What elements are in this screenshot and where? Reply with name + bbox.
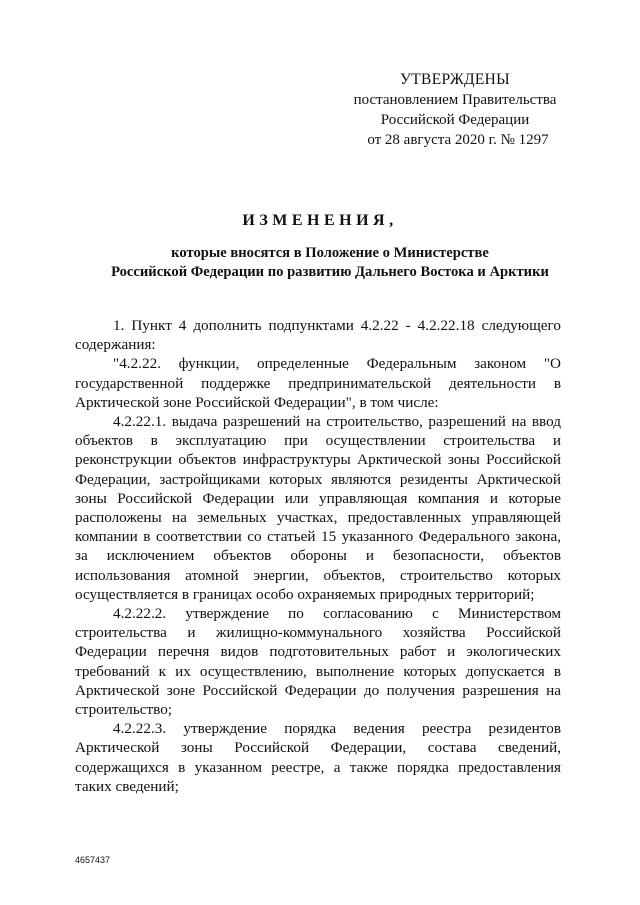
- paragraph-5: 4.2.22.3. утверждение порядка ведения реестра резидентов Арктической зоны Российской Федерации, состава сведений, содержащихся в указанном реестре, а также порядка предоставления таких сведений;: [75, 720, 561, 795]
- approval-heading: УТВЕРЖДЕНЫ: [400, 71, 510, 88]
- approval-date-number: от 28 августа 2020 г. № 1297: [367, 132, 549, 148]
- subtitle-line-1: которые вносятся в Положение о Министерстве: [171, 245, 489, 261]
- paragraph-4: 4.2.22.2. утверждение по согласованию с Министерством строительства и жилищно-коммунального хозяйства Российской Федерации перечня видов подготовительных работ и экологических требований к их осуществлению, выполнение которых допускается в Арктической зоне Российской Федерации до получения разрешения на строительство;: [75, 605, 561, 719]
- paragraph-2: "4.2.22. функции, определенные Федеральным законом "О государственной поддержке предпринимательской деятельности в Арктической зоне Российской Федерации", в том числе:: [75, 355, 561, 411]
- approval-line-2: Российской Федерации: [380, 112, 530, 128]
- document-code: 4657437: [75, 855, 111, 865]
- document-subtitle: [60, 244, 600, 282]
- approval-stamp: [330, 70, 580, 150]
- document-title: ИЗМЕНЕНИЯ,: [242, 212, 398, 229]
- subtitle-line-2: Российской Федерации по развитию Дальнего Востока и Арктики: [111, 264, 549, 280]
- paragraph-1: 1. Пункт 4 дополнить подпунктами 4.2.22 - 4.2.22.18 следующего содержания:: [75, 317, 561, 354]
- approval-line-1: постановлением Правительства: [353, 92, 557, 108]
- document-body: [75, 316, 561, 796]
- paragraph-3: 4.2.22.1. выдача разрешений на строительство, разрешений на ввод объектов в эксплуатацию при осуществлении строительства и реконструкции объектов инфраструктуры Арктической зоны Российской Федерации, застройщиками которых являются резиденты Арктической зоны Российской Федерации или управляющая компания и которые расположены на земельных участках, предоставленных управляющей компании в соответствии со статьей 15 указанного Федерального закона, за исключением объектов обороны и безопасности, объектов использования атомной энергии, объектов, строительство которых осуществляется в границах особо охраняемых природных территорий;: [75, 413, 561, 603]
